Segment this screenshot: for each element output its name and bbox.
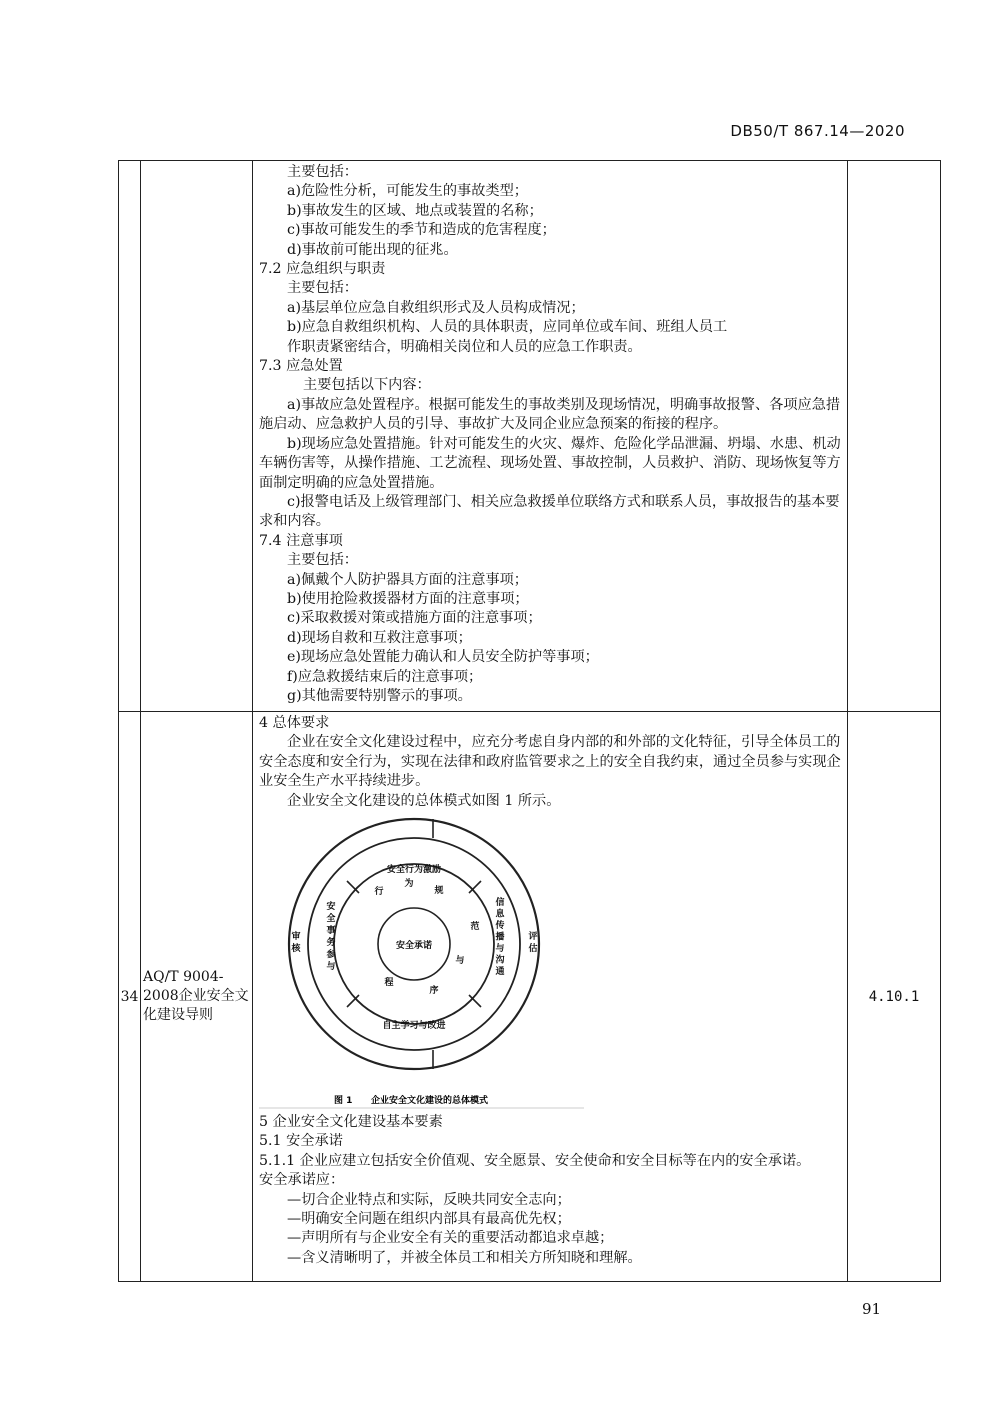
label-center: 安全承诺 [395,941,433,952]
list-item: f)应急救援结束后的注意事项； [287,668,483,685]
label-left-outer [290,930,301,954]
paragraph: 企业在安全文化建设过程中，应充分考虑自身内部的和外部的文化特征，引导全体员工的安全态度和安全行为，实现在法律和政府监管要求之上的安全自我约束，通过全员参与实现企业安全生产水平持续进步。 [259,734,841,790]
content-lines [259,163,843,396]
list-item: c)事故可能发生的季节和造成的危害程度； [287,222,556,239]
arc-char: 行 [374,887,384,898]
label-top: 安全行为激励 [386,865,442,876]
document-id: DB50/T 867.14—2020 [730,122,905,140]
arc-char: 序 [429,986,439,997]
arc-char: 范 [470,922,480,933]
list-item: a)危险性分析，可能发生的事故类型； [287,183,528,200]
section-heading: 安全承诺应： [259,1172,345,1189]
standard-cell [141,161,253,712]
list-item: a)基层单位应急自救组织形式及人员构成情况； [287,299,585,316]
figure-caption-text: 企业安全文化建设的总体模式 [371,1096,489,1107]
label-right-outer [528,930,537,954]
content-lines [259,532,843,707]
vertical-label-text: 审核 [291,932,301,955]
list-item: b)事故发生的区域、地点或装置的名称； [287,202,543,219]
list-item: 作职责紧密结合，明确相关岗位和人员的应急工作职责。 [287,338,642,355]
list-item: c)采取救援对策或措施方面的注意事项； [287,610,542,627]
paragraph: b)现场应急处置措施。针对可能发生的火灾、爆炸、危险化学品泄漏、坍塌、水患、机动车辆伤害等，从操作措施、工艺流程、现场处置、事故控制，人员救护、消防、现场恢复等方面制定明确的应急处置措施。 [259,435,841,491]
label-bottom: 自主学习与改进 [382,1021,446,1032]
section-heading: 4 总体要求 [259,715,330,731]
list-item: g)其他需要特别警示的事项。 [287,687,472,704]
section-heading: 5 企业安全文化建设基本要素 [259,1114,443,1131]
arc-char: 程 [384,978,394,989]
safety-culture-model-diagram [259,813,844,1113]
list-item: 主要包括： [287,164,358,180]
arc-char: 与 [455,956,465,967]
content-cell [253,712,848,1282]
content-lines [259,1113,843,1268]
clause-cell: 4.10.1 [848,712,941,1282]
arc-char: 为 [404,879,414,890]
page-number: 91 [862,1300,882,1318]
list-item: 主要包括以下内容： [303,377,431,394]
paragraph: a)事故应急处置程序。根据可能发生的事故类别及现场情况，明确事故报警、各项应急措施启动、应急救护人员的引导、事故扩大及同企业应急预案的衔接的程序。 [259,396,841,433]
list-item: 主要包括： [287,280,358,297]
clause-cell [848,161,941,712]
vertical-label-text: 评估 [528,932,538,955]
standard-cell: AQ/T 9004-2008企业安全文化建设导则 [141,712,253,1282]
figure-caption-number: 图 1 [334,1096,353,1107]
section-heading: 7.2 应急组织与职责 [259,261,386,278]
paragraph: 企业安全文化建设的总体模式如图 1 所示。 [287,792,561,809]
list-item: —明确安全问题在组织内部具有最高优先权； [287,1211,571,1228]
vertical-label-text: 信息传播与沟通 [495,898,505,978]
content-cell [253,161,848,712]
list-item: —含义清晰明了，并被全体员工和相关方所知晓和理解。 [287,1249,642,1266]
section-heading: 5.1 安全承诺 [259,1133,343,1150]
figure-1 [259,813,843,1113]
row-number-cell: 34 [119,712,141,1282]
list-item: —声明所有与企业安全有关的重要活动都追求卓越； [287,1230,614,1247]
section-heading: 7.4 注意事项 [259,532,343,549]
standards-table [118,160,941,1282]
label-right-inner [494,896,505,977]
list-item: d)事故前可能出现的征兆。 [287,241,458,258]
list-item: 主要包括： [287,552,358,569]
list-item: b)使用抢险救援器材方面的注意事项； [287,590,529,607]
paragraph: c)报警电话及上级管理部门、相关应急救援单位联络方式和联系人员，事故报告的基本要求和内容。 [259,493,840,530]
section-heading: 7.3 应急处置 [259,358,343,375]
arc-char: 规 [434,886,444,897]
list-item: e)现场应急处置能力确认和人员安全防护等事项； [287,649,599,666]
list-item: d)现场自救和互救注意事项； [287,629,472,646]
row-number-cell [119,161,141,712]
section-heading: 5.1.1 企业应建立包括安全价值观、安全愿景、安全使命和安全目标等在内的安全承诺。 [259,1152,811,1169]
content-paragraphs [259,396,843,532]
list-item: a)佩戴个人防护器具方面的注意事项； [287,571,528,588]
list-item: b)应急自救组织机构、人员的具体职责，应同单位或车间、班组人员工 [287,319,728,336]
vertical-label-text: 安全事务参与 [326,902,336,973]
list-item: —切合企业特点和实际，反映共同安全志向； [287,1191,571,1208]
table-row [119,712,941,1282]
table-row [119,161,941,712]
